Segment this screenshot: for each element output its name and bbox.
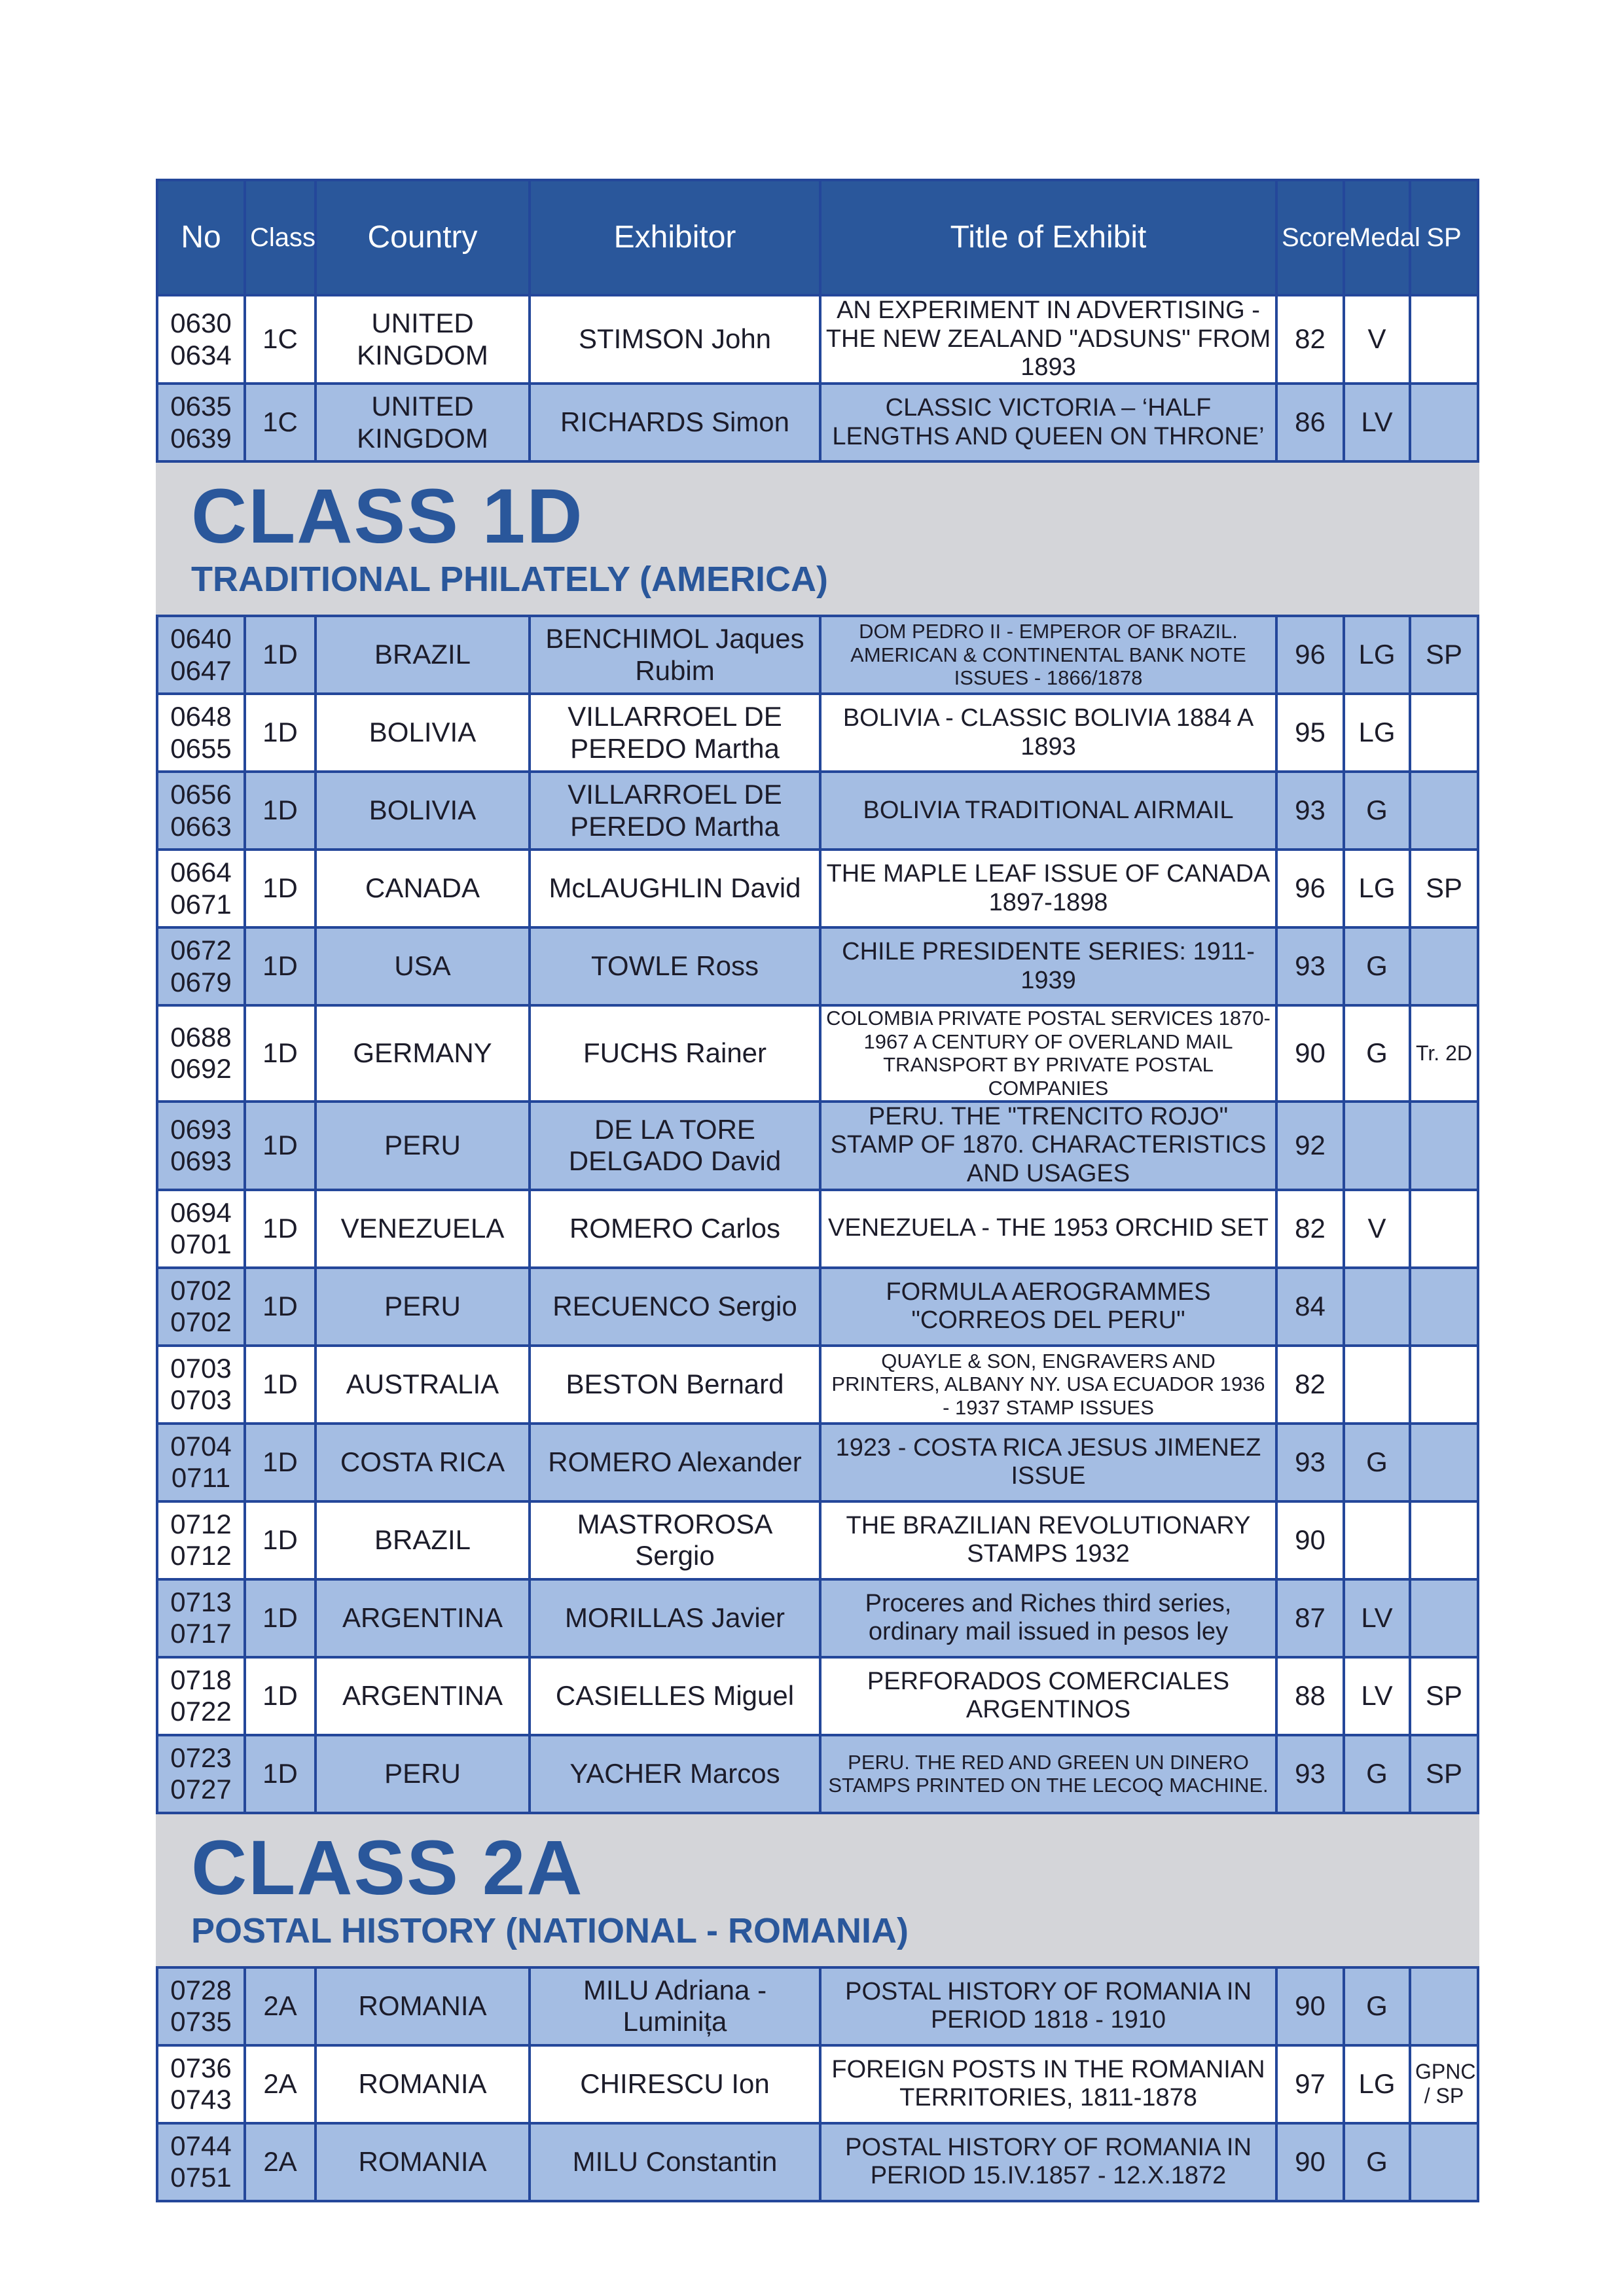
exhibit-number-start: 0664 [170, 857, 232, 888]
medal-cell: G [1344, 2123, 1410, 2201]
score-cell: 86 [1276, 384, 1344, 461]
sp-cell: SP [1410, 850, 1478, 927]
class-cell: 2A [245, 1967, 316, 2045]
sp-cell [1410, 1190, 1478, 1268]
exhibit-number-start: 0713 [170, 1586, 232, 1617]
country-cell: PERU [316, 1102, 530, 1190]
class-cell: 1C [245, 384, 316, 461]
table-row [157, 1102, 1478, 1190]
country-cell: COSTA RICA [316, 1424, 530, 1501]
exhibit-number [157, 1005, 245, 1102]
score-cell: 93 [1276, 927, 1344, 1005]
score-cell: 97 [1276, 2045, 1344, 2123]
class-cell: 1D [245, 1579, 316, 1657]
title-cell: THE BRAZILIAN REVOLUTIONARY STAMPS 1932 [820, 1501, 1276, 1579]
exhibit-number [157, 1346, 245, 1424]
exhibitor-cell: VILLARROEL DE PEREDO Martha [530, 694, 820, 772]
table-row [157, 616, 1478, 694]
class-cell: 1D [245, 1501, 316, 1579]
score-cell: 93 [1276, 772, 1344, 850]
exhibitor-cell: BENCHIMOL Jaques Rubim [530, 616, 820, 694]
country-cell: ARGENTINA [316, 1657, 530, 1735]
exhibit-number [157, 850, 245, 927]
score-cell: 95 [1276, 694, 1344, 772]
title-cell: POSTAL HISTORY OF ROMANIA IN PERIOD 1818 - 1910 [820, 1967, 1276, 2045]
header-country: Country [316, 180, 530, 295]
exhibitor-cell: RECUENCO Sergio [530, 1268, 820, 1346]
exhibit-number [157, 1268, 245, 1346]
score-cell: 96 [1276, 850, 1344, 927]
title-cell: FOREIGN POSTS IN THE ROMANIAN TERRITORIES, 1811-1878 [820, 2045, 1276, 2123]
header-title: Title of Exhibit [820, 180, 1276, 295]
table-header-row [157, 180, 1478, 295]
table-row [157, 1657, 1478, 1735]
exhibit-number-start: 0656 [170, 779, 232, 810]
exhibit-number [157, 694, 245, 772]
table-row [157, 1268, 1478, 1346]
class-cell: 2A [245, 2123, 316, 2201]
score-cell: 90 [1276, 2123, 1344, 2201]
title-cell: THE MAPLE LEAF ISSUE OF CANADA 1897-1898 [820, 850, 1276, 927]
exhibitor-cell: VILLARROEL DE PEREDO Martha [530, 772, 820, 850]
medal-cell: LG [1344, 616, 1410, 694]
exhibitor-cell: YACHER Marcos [530, 1735, 820, 1813]
country-cell: BRAZIL [316, 1501, 530, 1579]
score-cell: 92 [1276, 1102, 1344, 1190]
country-cell: CANADA [316, 850, 530, 927]
exhibit-number-end: 0735 [170, 2006, 232, 2037]
table-row [157, 694, 1478, 772]
table-row [157, 295, 1478, 384]
exhibitor-cell: CASIELLES Miguel [530, 1657, 820, 1735]
table-row [157, 927, 1478, 1005]
exhibitor-cell: CHIRESCU Ion [530, 2045, 820, 2123]
exhibit-number [157, 1579, 245, 1657]
exhibit-number-start: 0703 [170, 1352, 232, 1384]
exhibit-number-end: 0647 [170, 655, 232, 686]
score-cell: 84 [1276, 1268, 1344, 1346]
medal-cell [1344, 1102, 1410, 1190]
exhibit-number-start: 0704 [170, 1430, 232, 1462]
exhibit-number-end: 0751 [170, 2162, 232, 2193]
medal-cell: V [1344, 1190, 1410, 1268]
exhibit-number-end: 0655 [170, 732, 232, 764]
score-cell: 82 [1276, 1346, 1344, 1424]
table-row [157, 1346, 1478, 1424]
header-score: Score [1276, 180, 1344, 295]
title-cell: FORMULA AEROGRAMMES "CORREOS DEL PERU" [820, 1268, 1276, 1346]
exhibit-number [157, 1424, 245, 1501]
title-cell: DOM PEDRO II - EMPEROR OF BRAZIL. AMERICAN & CONTINENTAL BANK NOTE ISSUES - 1866/1878 [820, 616, 1276, 694]
exhibit-number-start: 0640 [170, 623, 232, 655]
medal-cell: V [1344, 295, 1410, 384]
sp-cell: SP [1410, 616, 1478, 694]
table-row [157, 1735, 1478, 1813]
exhibit-number-start: 0635 [170, 391, 232, 422]
score-cell: 82 [1276, 1190, 1344, 1268]
class-cell: 1D [245, 927, 316, 1005]
exhibit-list-page [156, 179, 1477, 2202]
exhibit-number-start: 0736 [170, 2052, 232, 2083]
table-row [157, 1579, 1478, 1657]
exhibit-number-end: 0639 [170, 422, 232, 454]
medal-cell: LV [1344, 1579, 1410, 1657]
sp-cell: Tr. 2D [1410, 1005, 1478, 1102]
exhibitor-cell: DE LA TORE DELGADO David [530, 1102, 820, 1190]
title-cell: PERFORADOS COMERCIALES ARGENTINOS [820, 1657, 1276, 1735]
class-cell: 1C [245, 295, 316, 384]
header-class: Class [245, 180, 316, 295]
section-banner-class-2a [157, 1813, 1478, 1967]
score-cell: 90 [1276, 1501, 1344, 1579]
medal-cell: G [1344, 1967, 1410, 2045]
sp-cell [1410, 1268, 1478, 1346]
sp-cell [1410, 772, 1478, 850]
title-cell: 1923 - COSTA RICA JESUS JIMENEZ ISSUE [820, 1424, 1276, 1501]
exhibit-number-end: 0663 [170, 810, 232, 842]
exhibitor-cell: STIMSON John [530, 295, 820, 384]
exhibit-number [157, 1735, 245, 1813]
country-cell: AUSTRALIA [316, 1346, 530, 1424]
section-subtitle: POSTAL HISTORY (NATIONAL - ROMANIA) [191, 1910, 909, 1950]
exhibit-number [157, 2123, 245, 2201]
exhibit-number-start: 0648 [170, 701, 232, 732]
exhibit-number-start: 0744 [170, 2130, 232, 2161]
exhibit-number-start: 0712 [170, 1508, 232, 1539]
sp-cell [1410, 1346, 1478, 1424]
table-row [157, 1424, 1478, 1501]
title-cell: CHILE PRESIDENTE SERIES: 1911-1939 [820, 927, 1276, 1005]
sp-cell: SP [1410, 1735, 1478, 1813]
class-cell: 1D [245, 694, 316, 772]
title-cell: PERU. THE RED AND GREEN UN DINERO STAMPS PRINTED ON THE LECOQ MACHINE. [820, 1735, 1276, 1813]
exhibitor-cell: BESTON Bernard [530, 1346, 820, 1424]
sp-cell [1410, 295, 1478, 384]
exhibitor-cell: MILU Constantin [530, 2123, 820, 2201]
score-cell: 87 [1276, 1579, 1344, 1657]
country-cell: BOLIVIA [316, 694, 530, 772]
section-banner-class-1d [157, 461, 1478, 616]
title-cell: VENEZUELA - THE 1953 ORCHID SET [820, 1190, 1276, 1268]
medal-cell: LV [1344, 1657, 1410, 1735]
medal-cell: LG [1344, 694, 1410, 772]
country-cell: PERU [316, 1268, 530, 1346]
exhibit-number-start: 0702 [170, 1274, 232, 1306]
exhibit-number [157, 1501, 245, 1579]
class-cell: 1D [245, 1190, 316, 1268]
table-row [157, 1967, 1478, 2045]
exhibit-number-start: 0688 [170, 1022, 232, 1053]
title-cell: PERU. THE "TRENCITO ROJO" STAMP OF 1870. CHARACTERISTICS AND USAGES [820, 1102, 1276, 1190]
exhibit-number-start: 0723 [170, 1742, 232, 1773]
country-cell: ARGENTINA [316, 1579, 530, 1657]
exhibit-number [157, 384, 245, 461]
exhibit-number [157, 927, 245, 1005]
table-row [157, 772, 1478, 850]
medal-cell: G [1344, 1424, 1410, 1501]
exhibit-number [157, 1967, 245, 2045]
class-cell: 1D [245, 850, 316, 927]
class-cell: 1D [245, 616, 316, 694]
score-cell: 88 [1276, 1657, 1344, 1735]
sp-cell [1410, 2123, 1478, 2201]
header-no: No [157, 180, 245, 295]
section-subtitle: TRADITIONAL PHILATELY (AMERICA) [191, 560, 829, 600]
country-cell: PERU [316, 1735, 530, 1813]
medal-cell: G [1344, 772, 1410, 850]
class-cell: 1D [245, 1268, 316, 1346]
exhibit-number-start: 0728 [170, 1974, 232, 2005]
title-cell: COLOMBIA PRIVATE POSTAL SERVICES 1870-1967 A CENTURY OF OVERLAND MAIL TRANSPORT BY PRIVATE POSTAL COMPANIES [820, 1005, 1276, 1102]
table-row [157, 1005, 1478, 1102]
score-cell: 90 [1276, 1967, 1344, 2045]
exhibit-number-end: 0717 [170, 1618, 232, 1649]
sp-cell [1410, 694, 1478, 772]
exhibitor-cell: TOWLE Ross [530, 927, 820, 1005]
exhibit-number-end: 0693 [170, 1145, 232, 1177]
exhibit-number [157, 616, 245, 694]
sp-cell [1410, 1501, 1478, 1579]
country-cell: ROMANIA [316, 1967, 530, 2045]
exhibit-number [157, 1102, 245, 1190]
medal-cell: LG [1344, 2045, 1410, 2123]
title-cell: AN EXPERIMENT IN ADVERTISING - THE NEW ZEALAND "ADSUNS" FROM 1893 [820, 295, 1276, 384]
score-cell: 93 [1276, 1735, 1344, 1813]
class-cell: 1D [245, 1005, 316, 1102]
sp-cell [1410, 927, 1478, 1005]
class-cell: 1D [245, 1424, 316, 1501]
class-cell: 1D [245, 1657, 316, 1735]
sp-cell [1410, 384, 1478, 461]
exhibit-number-end: 0634 [170, 339, 232, 370]
exhibit-number-end: 0701 [170, 1229, 232, 1260]
exhibitor-cell: FUCHS Rainer [530, 1005, 820, 1102]
title-cell: POSTAL HISTORY OF ROMANIA IN PERIOD 15.IV.1857 - 12.X.1872 [820, 2123, 1276, 2201]
medal-cell [1344, 1346, 1410, 1424]
exhibit-number [157, 295, 245, 384]
country-cell: UNITED KINGDOM [316, 295, 530, 384]
medal-cell [1344, 1501, 1410, 1579]
exhibit-number [157, 2045, 245, 2123]
table-row [157, 384, 1478, 461]
table-row [157, 1190, 1478, 1268]
header-medal: Medal [1344, 180, 1410, 295]
exhibitor-cell: RICHARDS Simon [530, 384, 820, 461]
exhibitor-cell: MILU Adriana - Luminița [530, 1967, 820, 2045]
exhibit-number-end: 0703 [170, 1384, 232, 1416]
class-cell: 1D [245, 1102, 316, 1190]
sp-cell [1410, 1424, 1478, 1501]
medal-cell: LV [1344, 384, 1410, 461]
country-cell: VENEZUELA [316, 1190, 530, 1268]
exhibit-number-end: 0743 [170, 2084, 232, 2115]
exhibit-number-end: 0711 [171, 1462, 231, 1494]
exhibit-number-start: 0694 [170, 1196, 232, 1228]
country-cell: UNITED KINGDOM [316, 384, 530, 461]
table-row [157, 1501, 1478, 1579]
exhibit-number-end: 0692 [170, 1053, 232, 1085]
exhibit-number [157, 772, 245, 850]
title-cell: QUAYLE & SON, ENGRAVERS AND PRINTERS, ALBANY NY. USA ECUADOR 1936 - 1937 STAMP ISSUES [820, 1346, 1276, 1424]
header-sp: SP [1410, 180, 1478, 295]
country-cell: USA [316, 927, 530, 1005]
table-row [157, 850, 1478, 927]
medal-cell: LG [1344, 850, 1410, 927]
exhibit-number-end: 0722 [170, 1696, 232, 1727]
country-cell: BRAZIL [316, 616, 530, 694]
title-cell: CLASSIC VICTORIA – ‘HALF LENGTHS AND QUEEN ON THRONE’ [820, 384, 1276, 461]
exhibitor-cell: McLAUGHLIN David [530, 850, 820, 927]
exhibit-number-end: 0727 [170, 1774, 232, 1805]
score-cell: 90 [1276, 1005, 1344, 1102]
country-cell: BOLIVIA [316, 772, 530, 850]
medal-cell [1344, 1268, 1410, 1346]
exhibit-number-start: 0693 [170, 1113, 232, 1145]
medal-cell: G [1344, 1005, 1410, 1102]
sp-cell: GPNC / SP [1410, 2045, 1478, 2123]
exhibit-number-end: 0702 [170, 1306, 232, 1338]
sp-cell [1410, 1579, 1478, 1657]
exhibit-number-end: 0712 [170, 1540, 232, 1571]
exhibit-number-start: 0718 [170, 1664, 232, 1695]
exhibitor-cell: MORILLAS Javier [530, 1579, 820, 1657]
score-cell: 96 [1276, 616, 1344, 694]
medal-cell: G [1344, 927, 1410, 1005]
class-cell: 1D [245, 772, 316, 850]
sp-cell: SP [1410, 1657, 1478, 1735]
sp-cell [1410, 1102, 1478, 1190]
class-cell: 1D [245, 1346, 316, 1424]
country-cell: ROMANIA [316, 2045, 530, 2123]
exhibit-number-end: 0671 [170, 888, 232, 920]
exhibit-number [157, 1190, 245, 1268]
title-cell: BOLIVIA - CLASSIC BOLIVIA 1884 A 1893 [820, 694, 1276, 772]
title-cell: Proceres and Riches third series, ordinary mail issued in pesos ley [820, 1579, 1276, 1657]
exhibit-number-start: 0630 [170, 308, 232, 339]
section-title: CLASS 2A [191, 1824, 584, 1911]
section-banner-cell [157, 1813, 1478, 1967]
country-cell: ROMANIA [316, 2123, 530, 2201]
class-cell: 2A [245, 2045, 316, 2123]
class-cell: 1D [245, 1735, 316, 1813]
score-cell: 82 [1276, 295, 1344, 384]
exhibitor-cell: ROMERO Alexander [530, 1424, 820, 1501]
score-cell: 93 [1276, 1424, 1344, 1501]
country-cell: GERMANY [316, 1005, 530, 1102]
section-title: CLASS 1D [191, 473, 584, 560]
table-body [157, 295, 1478, 2201]
header-exhibitor: Exhibitor [530, 180, 820, 295]
exhibitor-cell: ROMERO Carlos [530, 1190, 820, 1268]
medal-cell: G [1344, 1735, 1410, 1813]
title-cell: BOLIVIA TRADITIONAL AIRMAIL [820, 772, 1276, 850]
exhibit-number [157, 1657, 245, 1735]
exhibitor-cell: MASTROROSA Sergio [530, 1501, 820, 1579]
section-banner-cell [157, 461, 1478, 616]
exhibit-number-end: 0679 [170, 966, 232, 997]
table-row [157, 2123, 1478, 2201]
exhibit-number-start: 0672 [170, 935, 232, 966]
sp-cell [1410, 1967, 1478, 2045]
exhibit-table [156, 179, 1479, 2202]
table-row [157, 2045, 1478, 2123]
